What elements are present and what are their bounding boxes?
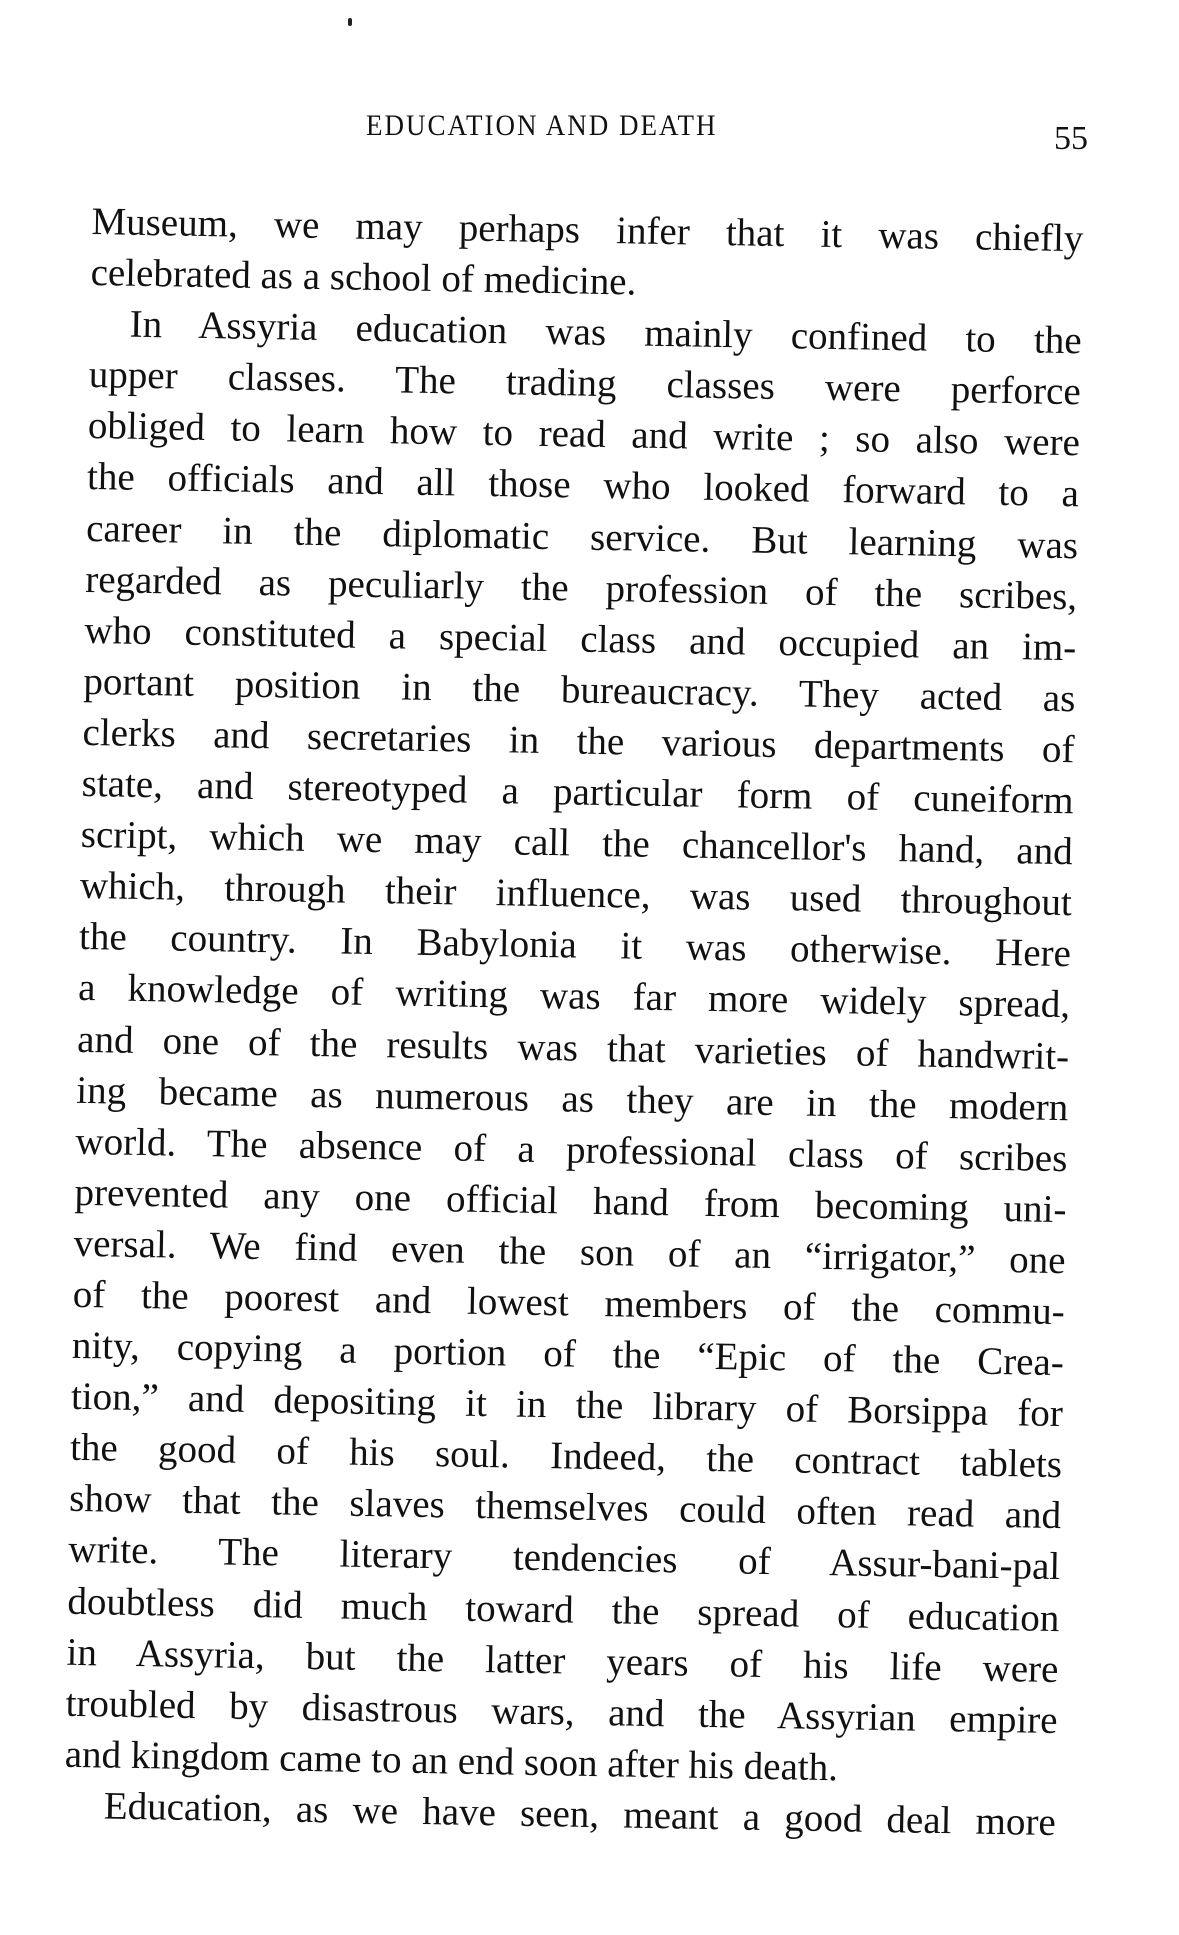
text-line: clerks and secretaries in the various departments of <box>82 710 1075 772</box>
text-line: In Assyria education was mainly confined to the <box>129 302 1082 363</box>
text-line: the country. In Babylonia it was otherwise. Here <box>78 915 1072 976</box>
text-line: show that the slaves themselves could often read and <box>68 1477 1062 1538</box>
text-line: Museum, we may perhaps infer that it was chiefly <box>91 199 1084 261</box>
page-number: 55 <box>1054 120 1088 157</box>
text-line: who constituted a special class and occupied an im- <box>84 608 1077 669</box>
text-line: prevented any one official hand from becoming uni- <box>74 1170 1067 1231</box>
text-line: and one of the results was that varieties of handwrit- <box>76 1017 1070 1078</box>
text-line: upper classes. The trading classes were perforce <box>88 353 1082 414</box>
text-line: which, through their influence, was used throughout <box>79 864 1073 925</box>
text-line: portant position in the bureaucracy. They acted as <box>83 659 1076 721</box>
scan-speck <box>348 18 352 26</box>
text-line: tion,” and depositing it in the library of Borsippa for <box>70 1374 1064 1436</box>
text-line: career in the diplomatic service. But learning was <box>85 506 1079 567</box>
text-line: of the poorest and lowest members of the commu- <box>72 1272 1066 1334</box>
text-line: the good of his soul. Indeed, the contract tablets <box>69 1426 1063 1487</box>
text-line: a knowledge of writing was far more widely spread, <box>77 966 1071 1027</box>
text-line: script, which we may call the chancellor's hand, and <box>80 813 1074 874</box>
text-line: versal. We find even the son of an “irrigator,” one <box>73 1221 1066 1283</box>
body-text <box>63 196 1083 1848</box>
text-line: state, and stereotyped a particular form of cuneiform <box>81 761 1074 823</box>
text-line: write. The literary tendencies of Assur-bani-pal <box>67 1528 1061 1589</box>
text-line: obliged to learn how to read and write ; so also were <box>87 404 1081 465</box>
text-line: and kingdom came to an end soon after his death. <box>64 1732 839 1790</box>
text-line: nity, copying a portion of the “Epic of the Crea- <box>71 1323 1065 1385</box>
text-line: world. The absence of a professional class of scribes <box>75 1119 1068 1180</box>
text-line: celebrated as a school of medicine. <box>90 251 637 304</box>
text-line: troubled by disastrous wars, and the Assyrian empire <box>65 1681 1058 1742</box>
text-line: Education, as we have seen, meant a good deal more <box>103 1784 1057 1844</box>
text-line: the officials and all those who looked forward to a <box>86 455 1080 516</box>
text-line: doubtless did much toward the spread of education <box>67 1579 1060 1640</box>
text-line: ing became as numerous as they are in the modern <box>76 1068 1069 1129</box>
text-line: in Assyria, but the latter years of his life were <box>66 1630 1059 1691</box>
text-line: regarded as peculiarly the profession of the scribes, <box>84 557 1078 618</box>
running-title: EDUCATION AND DEATH <box>366 108 718 142</box>
